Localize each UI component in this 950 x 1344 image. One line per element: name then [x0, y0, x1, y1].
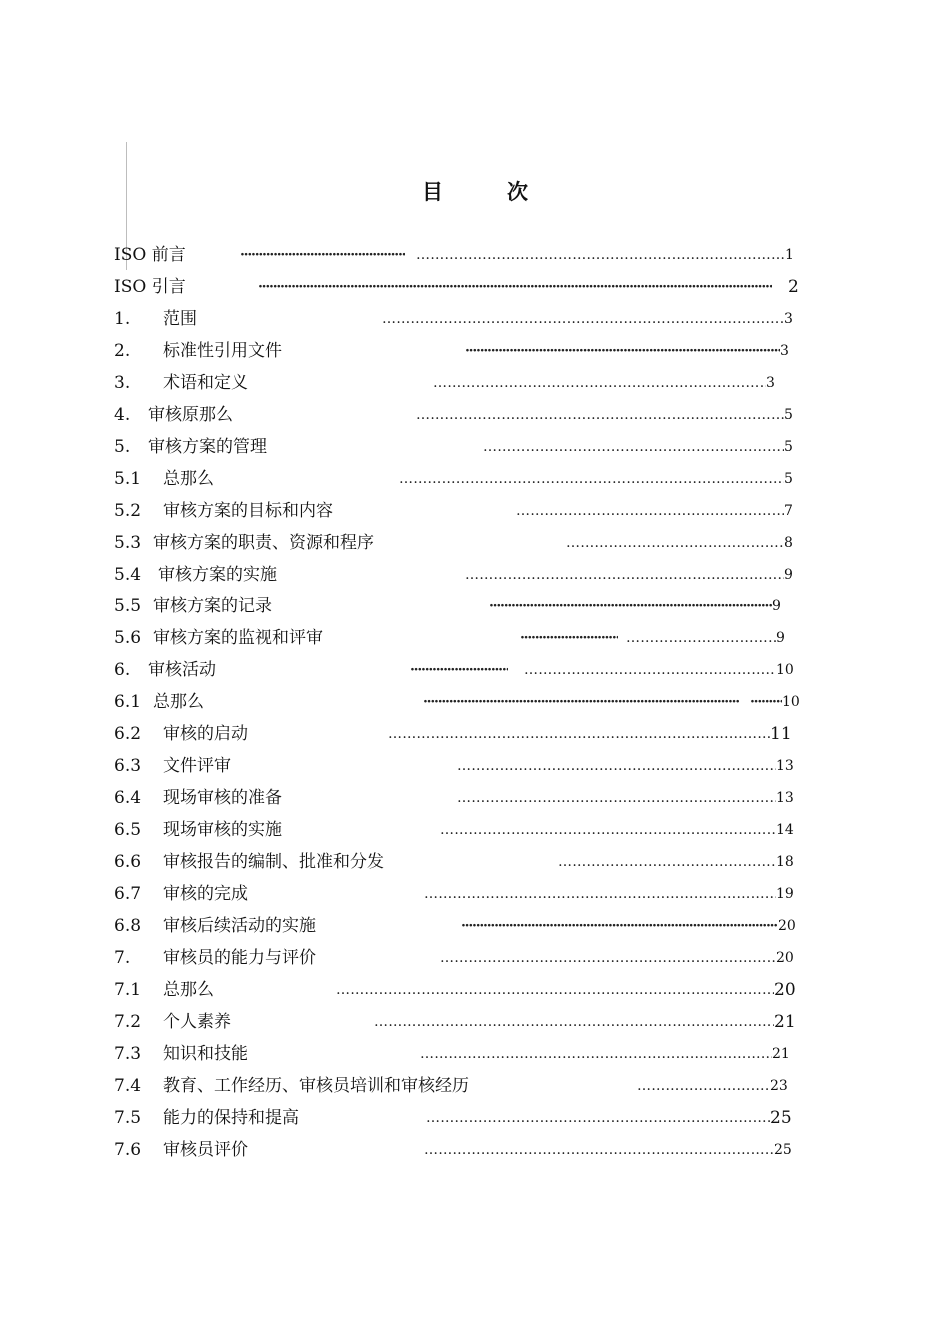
toc-entry-page-number: 25 — [774, 1141, 792, 1158]
dot-leader — [420, 1039, 772, 1069]
toc-entry[interactable] — [0, 400, 950, 430]
toc-entry-number: 6. — [114, 660, 131, 681]
dot-leader — [424, 879, 776, 909]
dot-leader — [516, 496, 784, 526]
dot-leader — [424, 1135, 774, 1165]
toc-entry-page-number: 18 — [776, 854, 794, 871]
toc-entry-number: 5.3 — [114, 532, 142, 553]
toc-entry-page-number: 13 — [776, 790, 794, 807]
toc-entry-page-number: 9 — [784, 566, 793, 583]
toc-entry-page-number: 3 — [766, 374, 775, 391]
toc-entry-label: 审核方案的管理 — [148, 436, 267, 457]
toc-entry-number: 6.2 — [114, 724, 142, 745]
dot-leader — [457, 783, 776, 813]
toc-entry-page-number: 9 — [776, 630, 785, 647]
toc-entry[interactable] — [0, 847, 950, 877]
toc-entry-label: 审核方案的目标和内容 — [163, 500, 333, 521]
toc-entry-label: 文件评审 — [163, 756, 231, 777]
toc-entry-label: 总那么 — [163, 979, 214, 1000]
toc-entry[interactable] — [0, 336, 950, 366]
dot-leader — [461, 911, 778, 941]
toc-entry-page-number: 21 — [772, 1045, 790, 1062]
toc-entry-page-number: 25 — [770, 1107, 792, 1128]
dot-leader — [440, 943, 776, 973]
dot-leader — [457, 751, 776, 781]
toc-entry-page-number: 2 — [788, 276, 799, 297]
toc-entry-label: 审核方案的记录 — [153, 596, 272, 617]
dot-leader — [410, 655, 508, 685]
toc-entry[interactable] — [0, 815, 950, 845]
toc-entry[interactable] — [0, 1039, 950, 1069]
toc-entry-number: 5.5 — [114, 596, 142, 617]
toc-entry[interactable] — [0, 240, 950, 270]
toc-entry[interactable] — [0, 1007, 950, 1037]
toc-entry-number: 5.4 — [114, 564, 142, 585]
toc-entry[interactable] — [0, 943, 950, 973]
toc-entry-number: 2. — [114, 340, 131, 361]
toc-entry-label: 审核原那么 — [148, 404, 233, 425]
toc-entry-label: 现场审核的实施 — [163, 820, 282, 841]
toc-entry-label: 审核员的能力与评价 — [163, 947, 316, 968]
toc-entry-label: 范围 — [163, 308, 197, 329]
toc-entry[interactable] — [0, 783, 950, 813]
dot-leader — [489, 591, 772, 621]
toc-entry-number: 4. — [114, 404, 131, 425]
dot-leader — [524, 655, 776, 685]
toc-entry-number: 7.5 — [114, 1107, 142, 1128]
page-title — [0, 176, 950, 206]
dot-leader — [637, 1071, 770, 1101]
dot-leader — [423, 687, 740, 717]
toc-entry-number: 6.3 — [114, 756, 142, 777]
toc-entry[interactable] — [0, 272, 950, 302]
toc-entry-label: 审核报告的编制、批准和分发 — [163, 852, 384, 873]
toc-entry-label: 标准性引用文件 — [163, 340, 282, 361]
toc-entry-number: 7.3 — [114, 1043, 142, 1064]
toc-entry-page-number: 7 — [784, 502, 793, 519]
dot-leader — [416, 240, 785, 270]
toc-entry-page-number: 3 — [780, 342, 789, 359]
toc-entry-number: 5.6 — [114, 628, 142, 649]
toc-entry-page-number: 13 — [776, 758, 794, 775]
dot-leader — [258, 272, 772, 302]
dot-leader — [426, 1103, 770, 1133]
toc-entry[interactable] — [0, 719, 950, 749]
toc-entry-label: 现场审核的准备 — [163, 788, 282, 809]
dot-leader — [520, 623, 618, 653]
toc-entry-label: 审核员评价 — [163, 1139, 248, 1160]
toc-entry-label: 知识和技能 — [163, 1043, 248, 1064]
toc-entry-label: 个人素养 — [163, 1011, 231, 1032]
toc-entry[interactable] — [0, 751, 950, 781]
toc-entry-number: 7.6 — [114, 1139, 142, 1160]
toc-entry-number: 7.2 — [114, 1011, 142, 1032]
dot-leader — [336, 975, 774, 1005]
toc-entry-page-number: 10 — [782, 694, 800, 711]
dot-leader — [566, 528, 784, 558]
toc-entry[interactable] — [0, 1071, 950, 1101]
toc-entry[interactable] — [0, 1135, 950, 1165]
toc-entry-label: 审核的完成 — [163, 884, 248, 904]
toc-entry[interactable] — [0, 496, 950, 526]
title-char-right: 次 — [507, 179, 528, 204]
toc-entry[interactable] — [0, 687, 950, 717]
toc-entry[interactable] — [0, 560, 950, 590]
toc-entry-page-number: 9 — [772, 598, 781, 615]
toc-entry-number: 5. — [114, 436, 131, 457]
toc-entry-number: 6.7 — [114, 884, 142, 904]
toc-entry-page-number: 20 — [778, 917, 796, 934]
dot-leader — [433, 368, 766, 398]
toc-entry-number: 6.8 — [114, 915, 142, 936]
toc-entry-label: 审核活动 — [148, 660, 216, 681]
toc-entry-label: ISO 前言 — [114, 245, 186, 265]
toc-entry-label: 审核方案的监视和评审 — [153, 628, 323, 649]
toc-entry[interactable] — [0, 655, 950, 685]
toc-entry-page-number: 21 — [774, 1011, 796, 1032]
toc-entry-page-number: 1 — [785, 247, 794, 263]
toc-entry-page-number: 3 — [784, 310, 793, 327]
dot-leader — [440, 815, 776, 845]
dot-leader — [382, 304, 784, 334]
toc-entry[interactable] — [0, 591, 950, 621]
toc-entry[interactable] — [0, 304, 950, 334]
toc-entry[interactable] — [0, 1103, 950, 1133]
toc-entry-label: 审核方案的职责、资源和程序 — [153, 532, 374, 553]
toc-entry-number: 5.1 — [114, 468, 142, 489]
toc-entry-page-number: 23 — [770, 1077, 788, 1094]
toc-entry-number: 7.4 — [114, 1075, 142, 1096]
toc-entry-page-number: 11 — [770, 724, 792, 745]
toc-entry-number: 5.2 — [114, 500, 142, 521]
toc-entry-label: 能力的保持和提高 — [163, 1107, 299, 1128]
dot-leader — [465, 336, 780, 366]
dot-leader — [416, 400, 784, 430]
toc-entry-label: 审核后续活动的实施 — [163, 915, 316, 936]
toc-entry-page-number: 5 — [784, 470, 793, 487]
toc-entry-number: 6.1 — [114, 692, 142, 713]
toc-entry[interactable] — [0, 464, 950, 494]
toc-entry-label: 审核的启动 — [163, 724, 248, 745]
toc-entry[interactable] — [0, 879, 950, 909]
toc-entry[interactable] — [0, 368, 950, 398]
toc-entry-label: 总那么 — [153, 692, 204, 713]
dot-leader — [483, 432, 784, 462]
dot-leader — [240, 240, 405, 270]
title-char-left: 目 — [422, 179, 443, 204]
toc-entry-number: 6.5 — [114, 820, 142, 841]
dot-leader — [388, 719, 770, 749]
toc-entry-label: 术语和定义 — [163, 372, 248, 393]
toc-entry-label: 总那么 — [163, 468, 214, 489]
dot-leader — [465, 560, 784, 590]
toc-entry-number: 6.6 — [114, 852, 142, 873]
toc-entry-page-number: 5 — [784, 438, 793, 455]
toc-entry-page-number: 10 — [776, 662, 794, 679]
toc-entry-label: 教育、工作经历、审核员培训和审核经历 — [163, 1075, 469, 1096]
toc-entry-label: ISO 引言 — [114, 276, 186, 297]
toc-entry-page-number: 20 — [774, 979, 796, 1000]
toc-entry-page-number: 5 — [784, 406, 793, 423]
toc-entry-page-number: 14 — [776, 822, 794, 839]
toc-entry-number: 7.1 — [114, 979, 142, 1000]
dot-leader — [558, 847, 776, 877]
dot-leader — [750, 687, 782, 717]
toc-entry-page-number: 20 — [776, 949, 794, 966]
toc-entry[interactable] — [0, 528, 950, 558]
toc-entry[interactable] — [0, 432, 950, 462]
toc-entry-page-number: 8 — [784, 534, 793, 551]
dot-leader — [374, 1007, 774, 1037]
toc-entry-page-number: 19 — [776, 886, 794, 902]
toc-entry-label: 审核方案的实施 — [158, 564, 277, 585]
dot-leader — [626, 623, 776, 653]
toc-entry[interactable] — [0, 623, 950, 653]
toc-entry-number: 1. — [114, 308, 131, 329]
dot-leader — [399, 464, 784, 494]
toc-entry-number: 7. — [114, 947, 131, 968]
toc-entry-number: 6.4 — [114, 788, 142, 809]
toc-entry-number: 3. — [114, 372, 131, 393]
toc-entry[interactable] — [0, 911, 950, 941]
toc-entry[interactable] — [0, 975, 950, 1005]
